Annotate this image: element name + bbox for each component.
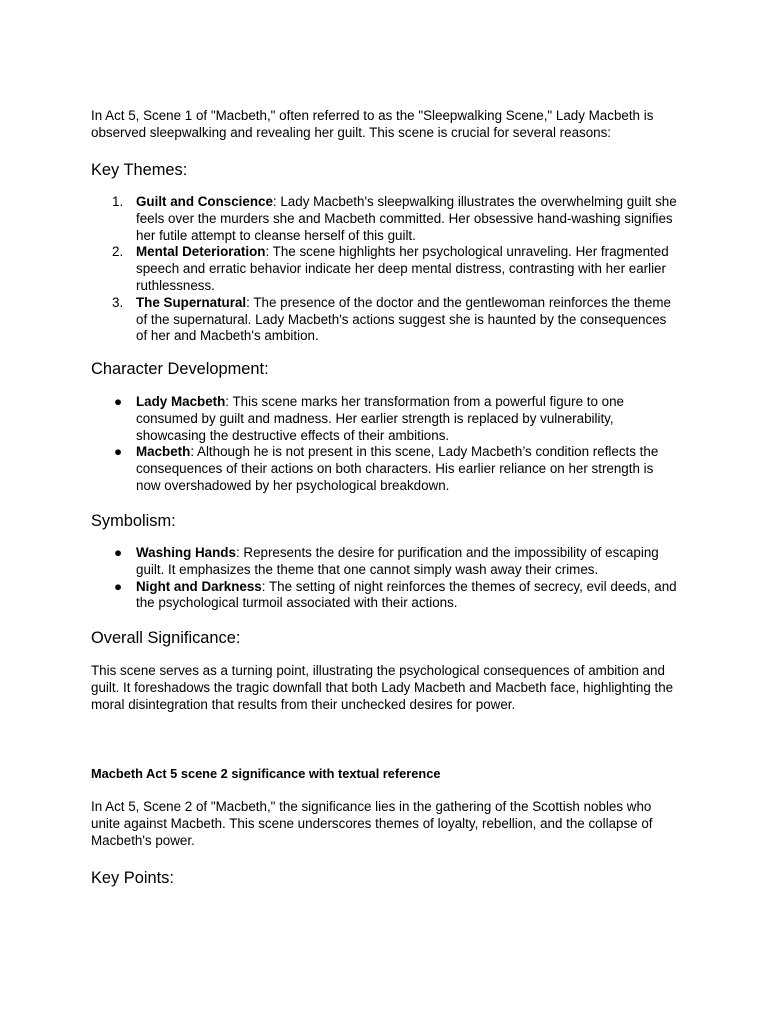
list-item-text: : The presence of the doctor and the gentlewoman reinforces the theme of the supernatural. Lady Macbeth's actions suggest she is haunted by the consequences of her and Macbeth's ambition. [136,294,671,344]
intro-paragraph: In Act 5, Scene 1 of "Macbeth," often referred to as the "Sleepwalking Scene," Lady Macbeth is observed sleepwalking and revealing her guilt. This scene is crucial for several reasons: [91,108,654,140]
scene2-heading-block [91,766,681,782]
list-item-text: : Lady Macbeth's sleepwalking illustrates the overwhelming guilt she feels over the murders she and Macbeth committed. Her obsessive hand-washing signifies her futile attempt to cleanse herself of this guilt. [136,194,677,243]
list-number: 3. [112,294,124,310]
list-item [91,394,681,444]
list-item-text: : The setting of night reinforces the themes of secrecy, evil deeds, and the psychological turmoil associated with their actions. [136,578,677,611]
intro-paragraph-block [91,108,681,142]
list-item [91,579,681,613]
scene2-paragraph-block [91,799,681,849]
key-themes-section [91,160,681,180]
bullet-icon: ● [114,444,123,460]
bullet-icon: ● [114,545,123,560]
character-development-heading: Character Development: [91,360,269,378]
symbolism-heading: Symbolism: [91,512,176,530]
list-item [91,244,681,294]
character-development-list [91,394,681,495]
overall-significance-heading: Overall Significance: [91,629,241,647]
character-development-list-block [91,394,681,495]
key-themes-list [91,194,681,345]
list-number: 2. [112,244,124,260]
key-points-section [91,868,681,888]
list-item-term: Guilt and Conscience [136,194,273,209]
list-item-text: : This scene marks her transformation from a powerful figure to one consumed by guilt and madness. Her earlier strength is replaced by vulnerability, showcasing the destructive effects of their ambitions. [136,394,624,443]
list-item-text: : Represents the desire for purification and the impossibility of escaping guilt. It emphasizes the theme that one cannot simply wash away their crimes. [136,545,659,577]
list-item-term: The Supernatural [136,294,247,310]
list-item-term: Washing Hands [136,545,236,560]
list-item-term: Macbeth [136,444,191,460]
list-number: 1. [112,194,124,209]
overall-significance-section [91,628,681,648]
list-item-text: : Although he is not present in this scene, Lady Macbeth’s condition reflects the consequences of their actions on both characters. His earlier reliance on her strength is now overshadowed by her psychological breakdown. [136,444,659,493]
symbolism-section [91,511,681,531]
list-item [91,194,681,244]
overall-significance-paragraph-block [91,663,681,713]
list-item [91,444,681,494]
character-development-section [91,359,681,379]
scene2-heading: Macbeth Act 5 scene 2 significance with textual reference [91,766,441,781]
list-item-term: Mental Deterioration [136,244,266,260]
key-points-heading: Key Points: [91,869,174,887]
bullet-icon: ● [114,394,123,409]
key-themes-heading: Key Themes: [91,161,188,179]
list-item-text: : The scene highlights her psychological unraveling. Her fragmented speech and erratic behavior indicate her deep mental distress, contrasting with her earlier ruthlessness. [136,244,669,293]
bullet-icon: ● [114,578,123,594]
list-item [91,295,681,345]
scene2-paragraph: In Act 5, Scene 2 of "Macbeth," the significance lies in the gathering of the Scottish nobles who unite against Macbeth. This scene underscores themes of loyalty, rebellion, and the collapse of Macbeth's power. [91,799,653,848]
list-item-term: Night and Darkness [136,578,262,594]
symbolism-list [91,545,681,612]
symbolism-list-block [91,545,681,612]
key-themes-list-block [91,194,681,345]
list-item [91,545,681,579]
overall-significance-paragraph: This scene serves as a turning point, illustrating the psychological consequences of ambition and guilt. It foreshadows the tragic downfall that both Lady Macbeth and Macbeth face, highlighting the moral disintegration that results from their unchecked desires for power. [91,663,674,712]
list-item-term: Lady Macbeth [136,394,226,409]
